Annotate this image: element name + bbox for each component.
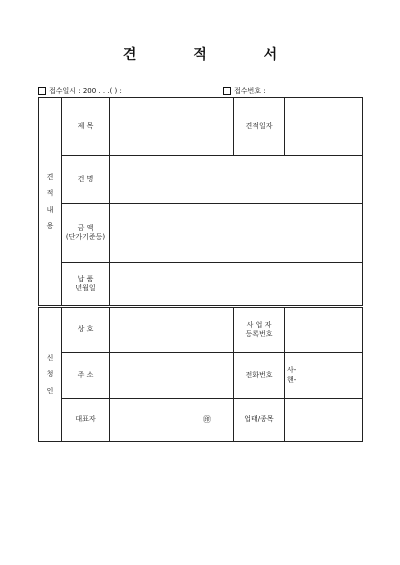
checkbox-icon[interactable] <box>223 87 231 95</box>
rep-field[interactable] <box>110 399 234 442</box>
estimate-date-field[interactable] <box>285 98 363 156</box>
received-number <box>223 86 266 96</box>
representative-row <box>39 399 363 442</box>
received-number-label: 접수번호 : <box>234 87 266 95</box>
bizno-label: 사 업 자 등록번호 <box>234 307 285 353</box>
business-label: 업태/종목 <box>234 399 285 442</box>
company-field[interactable] <box>110 307 234 353</box>
phone-label: 전화번호 <box>234 353 285 399</box>
received-datetime-label: 접수일시 : 200 . . .( ) : <box>49 87 122 95</box>
item-label: 건 명 <box>62 156 110 204</box>
company-label: 상 호 <box>62 307 110 353</box>
amount-row <box>39 204 363 263</box>
item-field[interactable] <box>110 156 363 204</box>
delivery-label: 납 품 년월일 <box>62 263 110 307</box>
amount-field[interactable] <box>110 204 363 263</box>
seal-mark: ㊞ <box>203 414 211 424</box>
checkbox-icon[interactable] <box>38 87 46 95</box>
business-field[interactable] <box>285 399 363 442</box>
bizno-field[interactable] <box>285 307 363 353</box>
phone-field[interactable]: 사- 핸- <box>285 353 363 399</box>
item-row <box>39 156 363 204</box>
company-row <box>39 307 363 353</box>
rep-label: 대표자 <box>62 399 110 442</box>
subject-field[interactable] <box>110 98 234 156</box>
delivery-field[interactable] <box>110 263 363 307</box>
document-title: 견 적 서 <box>122 47 304 63</box>
estimate-date-label: 견적일자 <box>234 98 285 156</box>
address-field[interactable] <box>110 353 234 399</box>
delivery-row <box>39 263 363 307</box>
estimate-form-table <box>38 97 363 442</box>
address-row <box>39 353 363 399</box>
subject-row <box>39 98 363 156</box>
received-datetime <box>38 86 122 96</box>
subject-label: 제 목 <box>62 98 110 156</box>
applicant-section-label: 신 청 인 <box>39 307 62 442</box>
estimate-section-label: 견 적 내 용 <box>39 98 62 307</box>
amount-label: 금 액 (단가기준등) <box>62 204 110 263</box>
address-label: 주 소 <box>62 353 110 399</box>
